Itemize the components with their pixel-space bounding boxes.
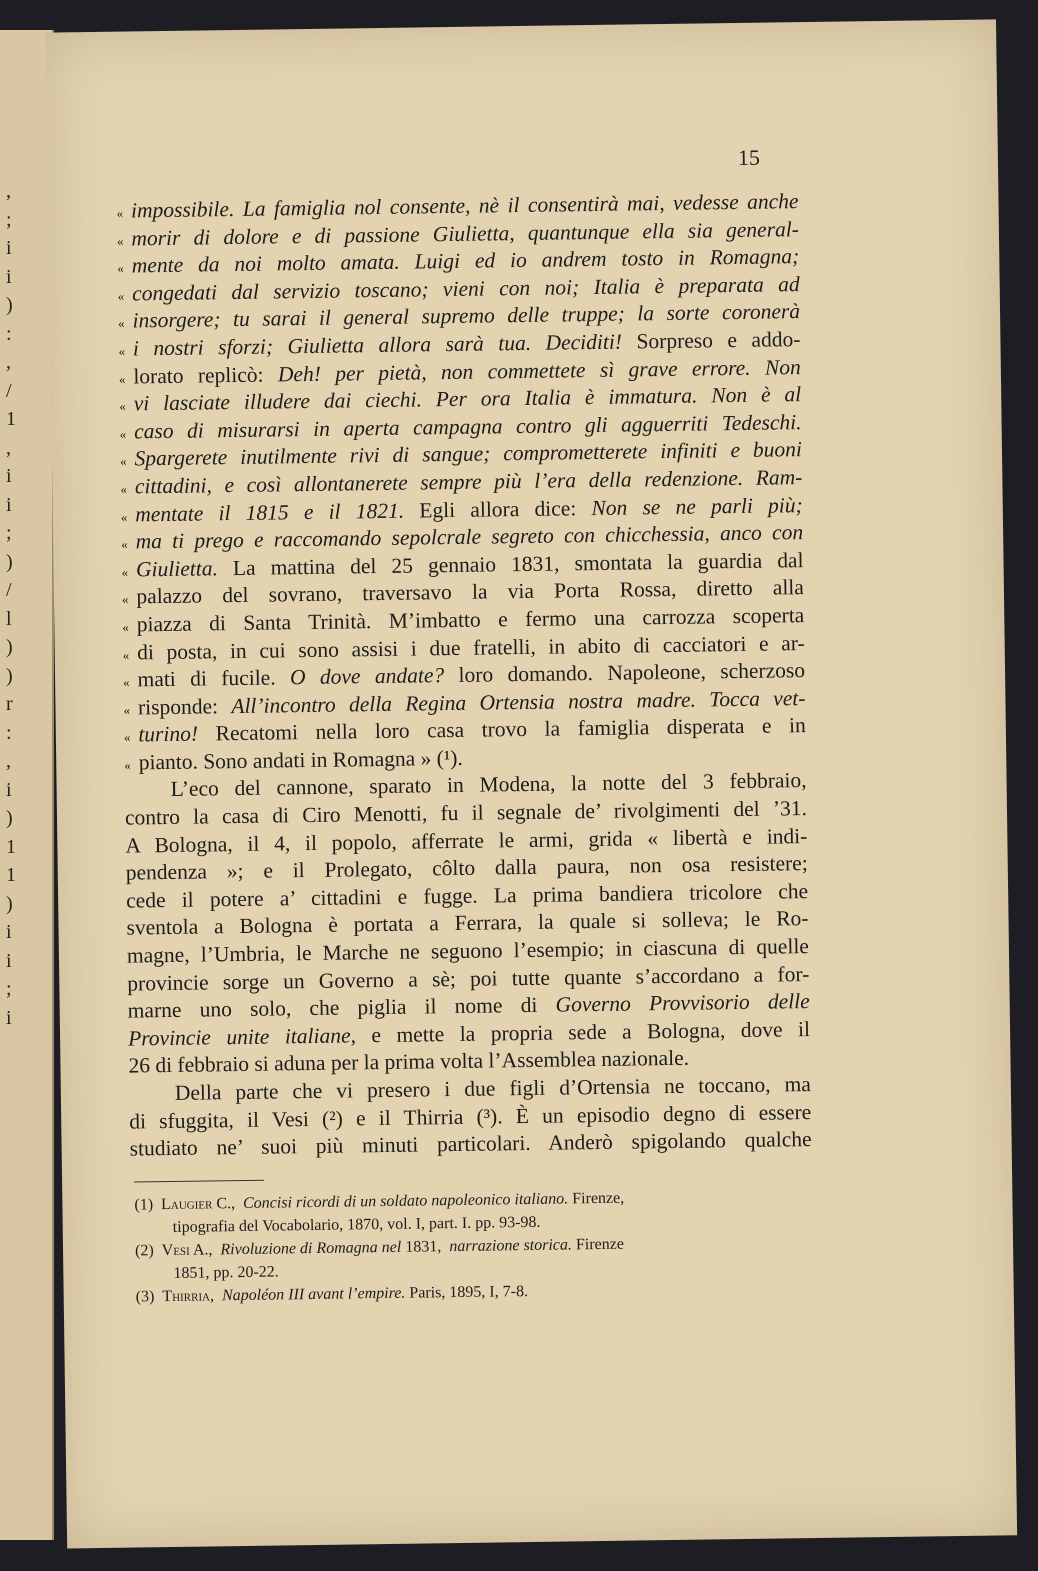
text-segment: i nostri sforzi; Giulietta allora sarà tua. Deciditi! [132, 329, 623, 361]
margin-mark: i [6, 237, 12, 259]
margin-mark: ; [6, 978, 12, 1000]
text-segment: di sfuggita, il Vesi (²) e il Thirria (³). È un episodio degno di essere [129, 1099, 812, 1134]
quote-mark: « [119, 426, 127, 442]
text-segment: di posta, in cui sono assisi i due fratelli, in abito di cacciatori e ar- [137, 630, 805, 664]
margin-mark: , [6, 750, 11, 772]
text-segment: piazza di Santa Trinità. M’imbatto e fermo una carrozza scoperta [136, 603, 805, 637]
text-segment: tipografia del Vocabolario, 1870, vol. I, part. I. pp. 93-98. [172, 1213, 541, 1236]
text-segment: loro domando. Napoleone, scherzoso [443, 658, 806, 688]
text-segment: 1831, [401, 1238, 446, 1256]
text-segment: Recatomi nella loro casa trovo la famiglia disperata e in [197, 713, 806, 746]
text-segment: mentate il 1815 e il 1821. [135, 498, 405, 526]
text-segment: Vesi A., [161, 1241, 213, 1260]
margin-mark: i [6, 949, 12, 972]
text-segment: L’eco del cannone, sparato in Modena, la notte del 3 febbraio, [170, 768, 807, 802]
text-segment: risponde: [137, 693, 232, 720]
quote-mark: « [122, 647, 130, 663]
text-segment: Paris, 1895, I, 7-8. [405, 1283, 529, 1302]
margin-mark: ) [6, 294, 13, 316]
text-segment: marne uno solo, che piglia il nome di [127, 992, 556, 1023]
text-segment: Non se ne parli più; [591, 492, 803, 520]
quote-mark: « [116, 233, 124, 249]
text-segment: Napoléon III avant l’empire. [217, 1284, 406, 1305]
margin-mark: ) [6, 892, 13, 915]
quote-mark: « [122, 619, 129, 635]
text-segment: palazzo del sovrano, traversavo la via Porta Rossa, diretto alla [136, 575, 805, 609]
text-segment: insorgere; tu sarai il general supremo delle truppe; la sorte coronerà [132, 299, 801, 333]
text-segment: pianto. Sono andati in Romagna » (¹). [138, 745, 464, 775]
margin-mark: l [6, 607, 12, 630]
quote-mark: « [117, 260, 124, 276]
quote-mark: « [120, 481, 128, 497]
margin-mark: i [6, 921, 12, 943]
text-segment: La mattina del 25 gennaio 1831, smontata la guardia dal [217, 547, 804, 581]
quote-mark: « [121, 564, 129, 580]
margin-mark: ; [6, 522, 12, 544]
margin-mark: i [6, 265, 12, 288]
text-segment: sventola a Bologna è portata a Ferrara, la quale si solleva; le Ro- [126, 906, 809, 941]
quote-mark: « [118, 343, 126, 359]
quote-mark: « [118, 371, 126, 387]
text-segment: All’incontro della Regina Ortensia nostra madre. Tocca vet- [231, 685, 806, 718]
page-number: 15 [737, 144, 761, 170]
text-segment: Laugier C., [160, 1195, 236, 1214]
text-segment: morir di dolore e di passione Giulietta, quantunque ella sia general- [131, 216, 800, 251]
text-segment: turino! [138, 721, 199, 747]
margin-mark: 1 [6, 864, 16, 886]
margin-mark: i [6, 778, 12, 801]
text-segment: Firenze, [568, 1189, 625, 1208]
text-segment: contro la casa di Ciro Menotti, fu il segnale de’ rivolgimenti del ’31. [124, 796, 808, 830]
margin-mark: ; [6, 208, 12, 231]
text-segment: Governo Provvisorio delle [555, 989, 810, 1017]
quote-mark: « [123, 702, 131, 718]
quote-mark: « [118, 315, 125, 332]
margin-mark: , [6, 180, 11, 202]
text-segment: (1) [134, 1196, 158, 1214]
quote-mark: « [123, 729, 131, 745]
margin-mark: , [6, 436, 11, 459]
text-segment: impossibile. La famiglia nol consente, nè il consentirà mai, vedesse anche [130, 189, 799, 223]
quote-mark: « [120, 509, 128, 525]
text-segment: Thirria, [162, 1287, 215, 1306]
text-segment: A Bologna, il 4, il popolo, afferrate le armi, grida « libertà e indi- [125, 823, 808, 858]
text-segment: 26 di febbraio si aduna per la prima volta l’Assemblea nazionale. [128, 1046, 690, 1078]
margin-mark: / [6, 379, 12, 402]
quote-mark: « [123, 674, 130, 690]
book-page [46, 19, 1017, 1548]
text-segment: provincie sorge un Governo a sè; poi tutte quante s’accordano a for- [127, 961, 810, 996]
text-segment: mati di fucile. [137, 665, 291, 692]
quote-mark: « [119, 453, 127, 469]
text-segment: Spargerete inutilmente rivi di sangue; comprometterete infiniti e buoni [134, 437, 803, 471]
text-segment: e mette la propria sede a Bologna, dove il [355, 1016, 811, 1048]
text-segment: Firenze [571, 1235, 625, 1254]
margin-mark: ) [6, 807, 13, 829]
footnote-rule [134, 1180, 264, 1183]
text-segment: Sorpreso e addo- [621, 327, 801, 354]
margin-mark: i [6, 1006, 12, 1029]
text-segment: cede il potere a’ cittadini e fugge. La prima bandiera tricolore che [126, 878, 809, 913]
text-segment: congedati dal servizio toscano; vieni con noi; Italia è preparata ad [132, 271, 800, 306]
text-segment: Deh! per pietà, non commettete sì grave errore. Non [277, 354, 801, 386]
margin-mark: 1 [6, 835, 16, 858]
text-segment: (3) [135, 1288, 159, 1306]
text-segment: Giulietta. [135, 556, 219, 582]
footnotes [134, 1184, 814, 1308]
margin-mark: ) [6, 550, 13, 573]
text-segment: O dove andate? [289, 663, 445, 690]
text-segment: caso di misurarsi in aperta campagna contro gli agguerriti Tedeschi. [133, 409, 802, 444]
margin-mark: ) [6, 636, 13, 658]
quote-mark: « [117, 288, 125, 304]
text-segment: Concisi ricordi di un soldato napoleonico italiano. [238, 1190, 569, 1213]
text-segment: Egli allora dice: [403, 495, 592, 523]
text-segment: Provincie unite italiane, [127, 1023, 357, 1051]
margin-mark: : [6, 721, 12, 744]
text-segment: magne, l’Umbria, le Marche ne seguono l’esempio; in ciascuna di quelle [126, 934, 810, 968]
quote-mark: « [121, 536, 128, 552]
text-segment: vi lasciate illudere dai ciechi. Per ora Italia è immatura. Non è al [133, 382, 802, 416]
text-segment: mente da noi molto amata. Luigi ed io andrem tosto in Romagna; [131, 244, 800, 278]
text-segment: 1851, pp. 20-22. [173, 1263, 279, 1282]
text-segment: ma ti prego e raccomando sepolcrale segreto con chicchessia, anco con [135, 520, 804, 554]
quote-mark: « [121, 591, 129, 607]
text-segment: pendenza »; e il Prolegato, côlto dalla paura, non osa resistere; [125, 851, 808, 885]
margin-mark: : [6, 322, 12, 345]
text-segment: cittadini, e così allontanerete sempre più l’era della redenzione. Ram- [134, 465, 803, 499]
text-segment: Della parte che vi presero i due figli d’Ortensia ne toccano, ma [174, 1072, 811, 1105]
margin-mark: i [6, 465, 12, 487]
text-segment: Rivoluzione di Romagna nel [216, 1238, 402, 1259]
quote-mark: « [119, 398, 126, 414]
text-segment: narrazione storica. [449, 1236, 573, 1256]
margin-mark: , [6, 351, 11, 373]
body-text [116, 188, 811, 1163]
quote-mark: « [116, 205, 124, 221]
margin-mark: 1 [6, 408, 16, 430]
margin-mark: r [6, 693, 13, 715]
text-segment: studiato ne’ suoi più minuti particolari. Anderò spigolando qualche [129, 1127, 812, 1161]
margin-mark: ) [6, 664, 13, 687]
margin-mark: i [6, 493, 12, 516]
margin-mark: / [6, 579, 12, 601]
text-segment: lorato replicò: [133, 361, 279, 389]
quote-mark: « [124, 757, 131, 773]
previous-page-edge [0, 30, 54, 1540]
text-segment: (2) [134, 1242, 158, 1260]
